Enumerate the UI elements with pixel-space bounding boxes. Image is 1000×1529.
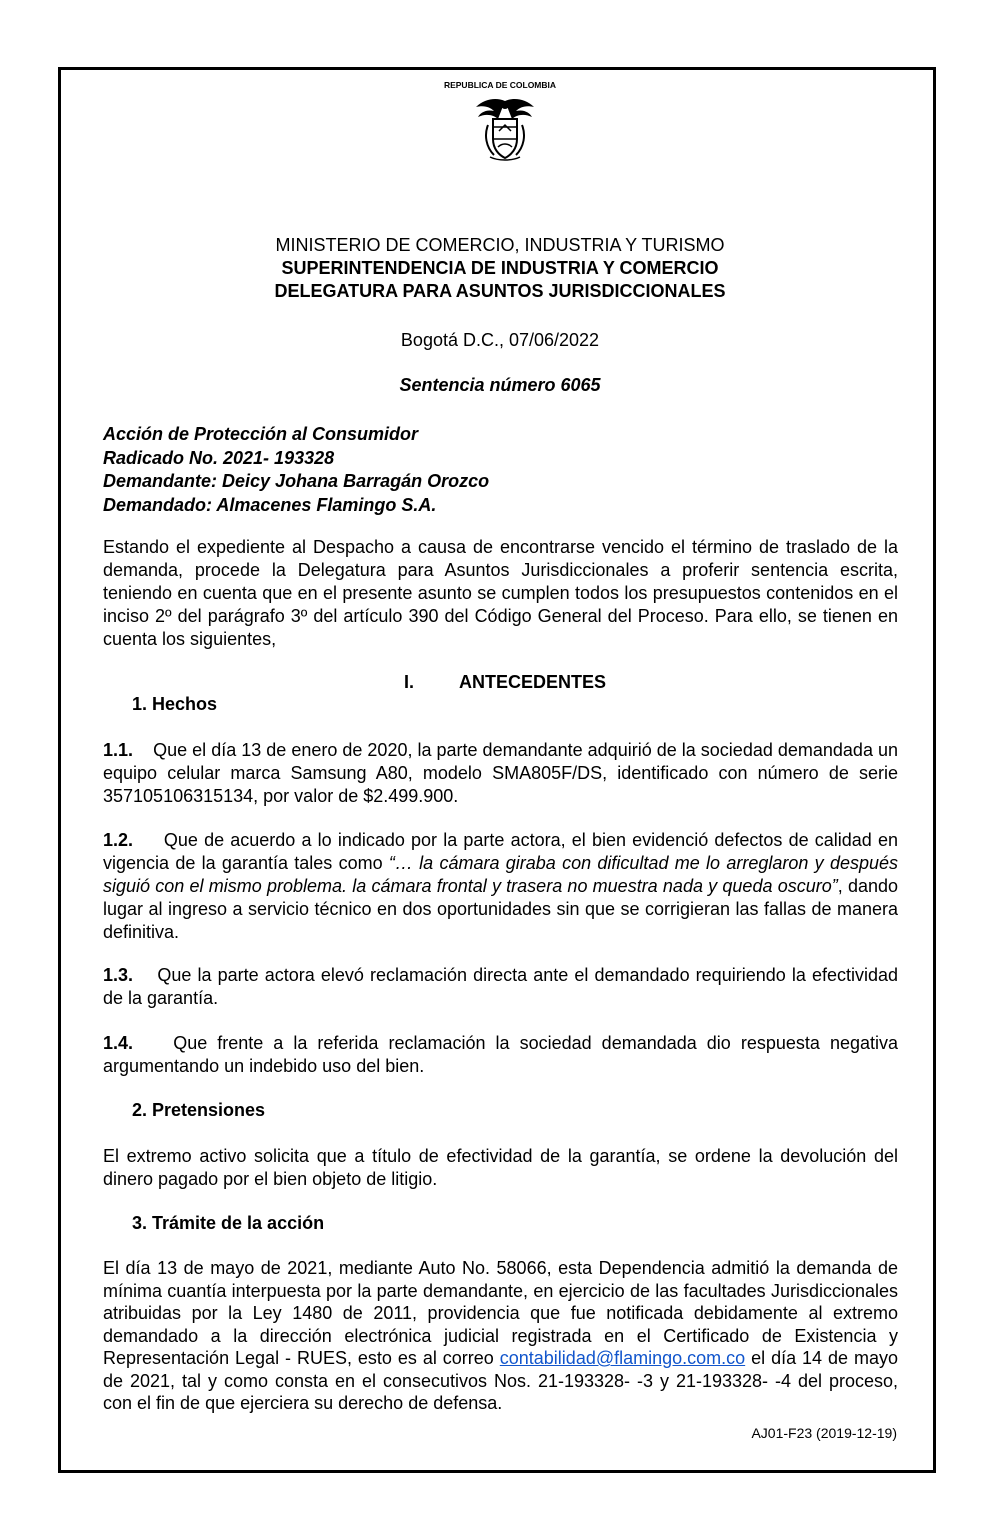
intro-paragraph: Estando el expediente al Despacho a causa de encontrarse vencido el término de traslado de la demanda, procede la Delegatura para Asuntos Jurisdiccionales a proferir sentencia escrita, teniendo en cuenta que en el presente asunto se cumplen todos los presupuestos contenidos en el inciso 2º del parágrafo 3º del artículo 390 del Código General del Proceso. Para ello, se tienen en cuenta los siguientes, <box>103 537 898 649</box>
fact-item <box>103 739 898 808</box>
fact-text: Que frente a la referida reclamación la sociedad demandada dio respuesta negativa argumentando un indebido uso del bien. <box>103 1033 898 1076</box>
coat-of-arms-icon <box>472 95 538 163</box>
case-info <box>103 423 898 517</box>
form-code: AJ01-F23 (2019-12-19) <box>751 1425 897 1441</box>
fact-number: 1.4. <box>103 1033 134 1053</box>
pretensiones-heading: 2. Pretensiones <box>132 1100 266 1120</box>
tramite-heading: 3. Trámite de la acción <box>132 1213 325 1233</box>
defendant: Demandado: Almacenes Flamingo S.A. <box>103 494 437 515</box>
delegation-title: DELEGATURA PARA ASUNTOS JURISDICCIONALES <box>274 281 726 301</box>
fact-item <box>103 829 898 944</box>
fact-number: 1.3. <box>103 965 134 985</box>
fact-number: 1.2. <box>103 830 134 850</box>
sentence-number: Sentencia número 6065 <box>399 375 601 395</box>
fact-text: Que la parte actora elevó reclamación directa ante el demandado requiriendo la efectividad de la garantía. <box>103 965 898 1008</box>
section-title: ANTECEDENTES <box>459 672 607 692</box>
fact-text: Que el día 13 de enero de 2020, la parte demandante adquirió de la sociedad demandada un equipo celular marca Samsung A80, modelo SMA805F/DS, identificado con número de serie 357105106315134, por valor de $2.499.900. <box>103 740 898 806</box>
action-type: Acción de Protección al Consumidor <box>103 424 419 444</box>
fact-item <box>103 1032 898 1078</box>
tramite-paragraph <box>103 1257 898 1415</box>
section-heading <box>404 672 606 693</box>
plaintiff: Demandante: Deicy Johana Barragán Orozco <box>103 471 490 491</box>
email-link[interactable]: contabilidad@flamingo.com.co <box>499 1348 746 1368</box>
fact-text-end: , dando lugar al ingreso a servicio técnico en dos oportunidades sin que se corrigieran las fallas de manera definitiva. <box>103 876 898 942</box>
republic-label: REPUBLICA DE COLOMBIA <box>443 80 557 90</box>
radicado: Radicado No. 2021- 193328 <box>103 447 335 468</box>
fact-text: Que de acuerdo a lo indicado por la parte actora, el bien evidenció defectos de calidad en vigencia de la garantía tales como <box>103 830 899 873</box>
fact-item <box>103 964 898 1010</box>
superintendence-title: SUPERINTENDENCIA DE INDUSTRIA Y COMERCIO <box>281 258 719 278</box>
pretensiones-paragraph: El extremo activo solicita que a título de efectividad de la garantía, se ordene la devolución del dinero pagado por el bien objeto de litigio. <box>103 1146 898 1189</box>
hechos-heading: 1. Hechos <box>132 694 218 714</box>
tramite-text: El día 13 de mayo de 2021, mediante Auto No. 58066, esta Dependencia admitió la demanda de mínima cuantía interpuesta por la parte demandante, en ejercicio de las facultades Jurisdiccionales atribuidas por la Ley 1480 de 2011, providencia que fue notificada debidamente al extremo demandado a la dirección electrónica judicial registrada en el Certificado de Existencia y Representación Legal - RUES, esto es al correo <box>103 1258 898 1368</box>
place-date: Bogotá D.C., 07/06/2022 <box>400 330 600 350</box>
fact-number: 1.1. <box>103 740 134 760</box>
fact-quote: “… la cámara giraba con dificultad me lo arreglaron y después siguió con el mismo problema. la cámara frontal y trasera no muestra nada y queda oscuro” <box>103 853 898 896</box>
ministry-title: MINISTERIO DE COMERCIO, INDUSTRIA Y TURISMO <box>275 235 725 255</box>
tramite-text-end: el día 14 de mayo de 2021, tal y como consta en el consecutivos Nos. 21-193328- -3 y 21-193328- -4 del proceso, con el fin de que ejerciera su derecho de defensa. <box>103 1348 898 1413</box>
section-numeral: I. <box>404 672 415 692</box>
